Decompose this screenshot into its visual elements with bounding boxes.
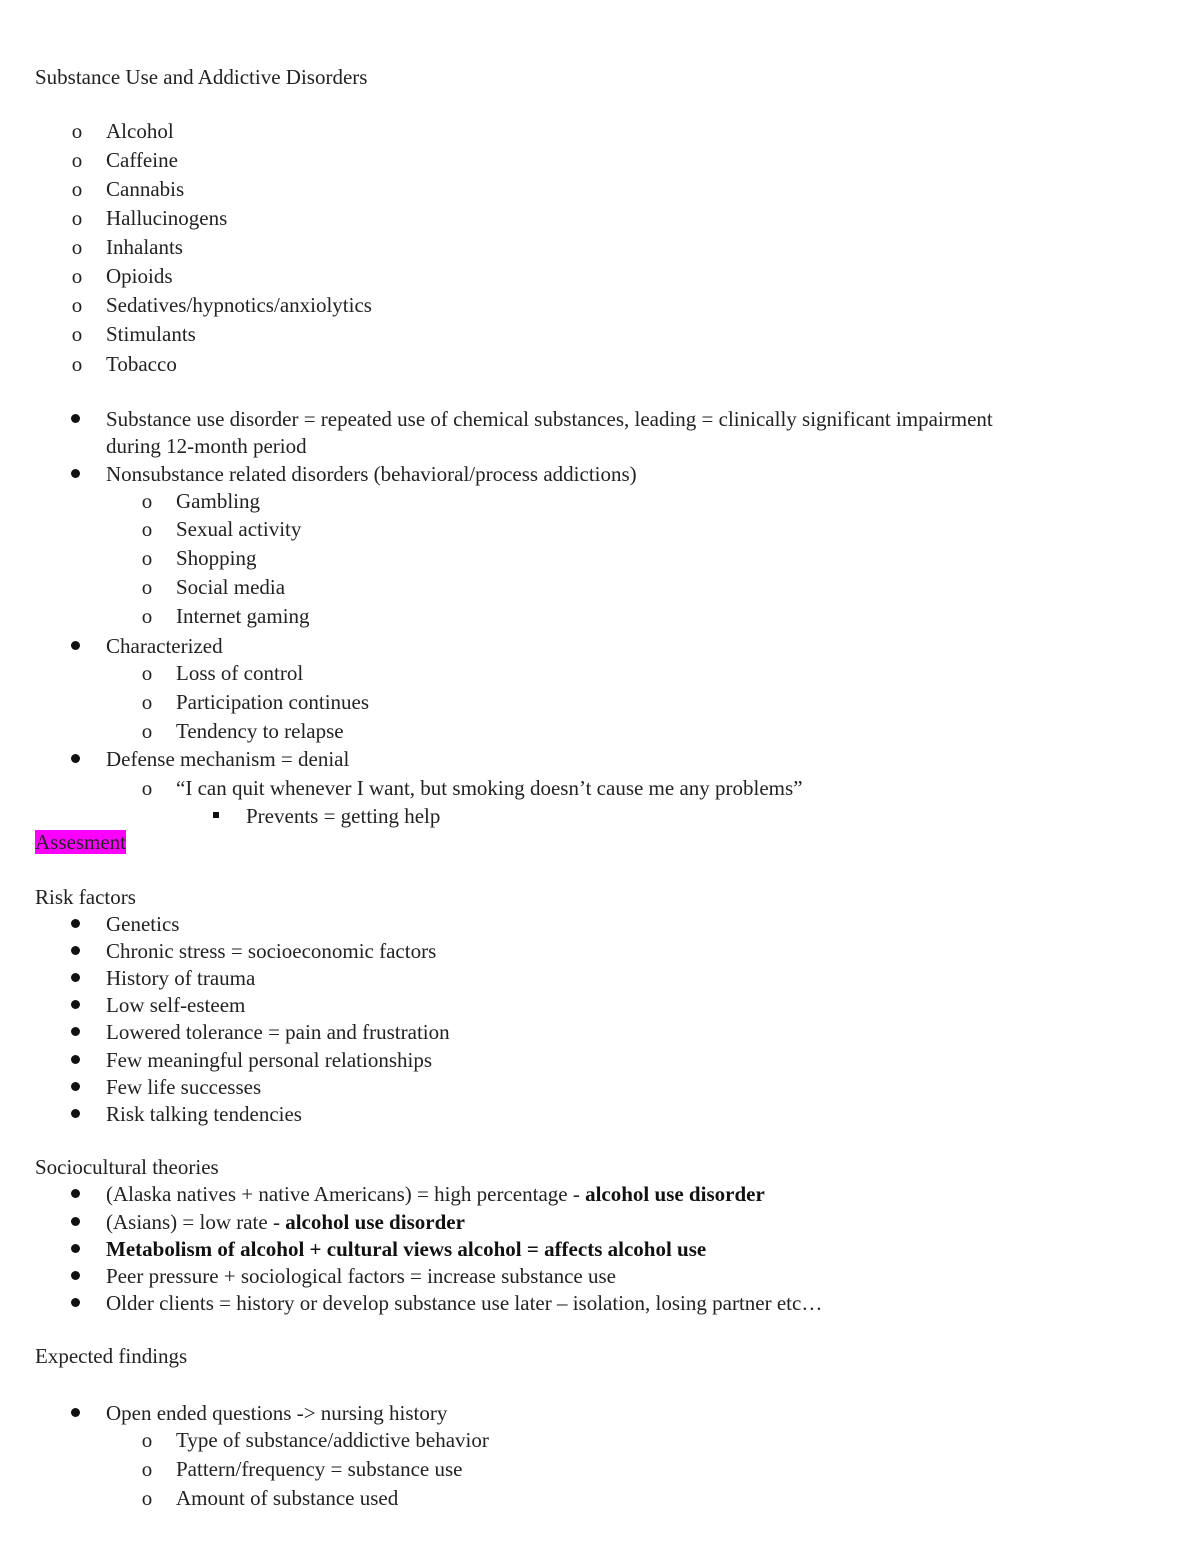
- bullet-icon: [71, 1055, 80, 1064]
- bullet-icon: [71, 414, 80, 423]
- bullet-icon: [71, 641, 80, 650]
- bullet-icon: [71, 1244, 80, 1253]
- socio-item-2-text: (Asians) = low rate -: [106, 1210, 286, 1234]
- socio-item-2: [106, 1210, 465, 1234]
- list-item: Risk talking tendencies: [106, 1102, 302, 1126]
- list-item: Stimulants: [106, 322, 196, 346]
- defense-quote: “I can quit whenever I want, but smoking doesn’t cause me any problems”: [176, 776, 803, 800]
- bullet-icon: [71, 1082, 80, 1091]
- list-item: Lowered tolerance = pain and frustration: [106, 1020, 450, 1044]
- list-item: Loss of control: [176, 661, 304, 685]
- circle-bullet-icon: o: [71, 264, 83, 288]
- characterized-heading: Characterized: [106, 634, 223, 658]
- bullet-icon: [71, 1027, 80, 1036]
- circle-bullet-icon: o: [141, 1428, 153, 1452]
- list-item: Genetics: [106, 912, 180, 936]
- circle-bullet-icon: o: [141, 719, 153, 743]
- bullet-icon: [71, 973, 80, 982]
- circle-bullet-icon: o: [71, 177, 83, 201]
- list-item: Tobacco: [106, 352, 177, 376]
- list-item: Type of substance/addictive behavior: [176, 1428, 489, 1452]
- list-item: Amount of substance used: [176, 1486, 399, 1510]
- list-item: Sedatives/hypnotics/anxiolytics: [106, 293, 372, 317]
- bullet-icon: [71, 1271, 80, 1280]
- list-item: Participation continues: [176, 690, 370, 714]
- circle-bullet-icon: o: [141, 604, 153, 628]
- bullet-icon: [71, 1109, 80, 1118]
- list-item: Sexual activity: [176, 517, 302, 541]
- socio-item-1-bold: alcohol use disorder: [585, 1182, 765, 1206]
- list-item: History of trauma: [106, 966, 256, 990]
- list-item: Tendency to relapse: [176, 719, 344, 743]
- bullet-icon: [71, 1000, 80, 1009]
- bullet-icon: [71, 1408, 80, 1417]
- bullet-icon: [71, 469, 80, 478]
- sud-definition-line1: Substance use disorder = repeated use of chemical substances, leading = clinically significant impairment: [106, 407, 993, 431]
- circle-bullet-icon: o: [71, 322, 83, 346]
- circle-bullet-icon: o: [71, 235, 83, 259]
- list-item: Pattern/frequency = substance use: [176, 1457, 463, 1481]
- document-title: Substance Use and Addictive Disorders: [35, 65, 368, 89]
- circle-bullet-icon: o: [141, 517, 153, 541]
- socio-item-3-bold: Metabolism of alcohol + cultural views alcohol = affects alcohol use: [106, 1237, 707, 1261]
- circle-bullet-icon: o: [141, 546, 153, 570]
- list-item: Caffeine: [106, 148, 178, 172]
- socio-item-3: [106, 1237, 706, 1261]
- list-item: Cannabis: [106, 177, 185, 201]
- list-item: Internet gaming: [176, 604, 310, 628]
- socio-item-1: [106, 1182, 765, 1206]
- circle-bullet-icon: o: [71, 293, 83, 317]
- list-item: Inhalants: [106, 235, 183, 259]
- square-bullet-icon: [213, 812, 219, 818]
- socio-item-5: Older clients = history or develop substance use later – isolation, losing partner etc…: [106, 1291, 823, 1315]
- list-item: Chronic stress = socioeconomic factors: [106, 939, 437, 963]
- socio-item-2-bold: alcohol use disorder: [285, 1210, 465, 1234]
- defense-sub: Prevents = getting help: [246, 804, 441, 828]
- circle-bullet-icon: o: [71, 119, 83, 143]
- list-item: Shopping: [176, 546, 257, 570]
- bullet-icon: [71, 1217, 80, 1226]
- list-item: Few meaningful personal relationships: [106, 1048, 433, 1072]
- bullet-icon: [71, 754, 80, 763]
- socio-item-4: Peer pressure + sociological factors = increase substance use: [106, 1264, 616, 1288]
- bullet-icon: [71, 1298, 80, 1307]
- list-item: Alcohol: [106, 119, 174, 143]
- defense-heading: Defense mechanism = denial: [106, 747, 350, 771]
- socio-item-1-text: (Alaska natives + native Americans) = high percentage -: [106, 1182, 586, 1206]
- list-item: Opioids: [106, 264, 173, 288]
- expected-heading: Expected findings: [35, 1344, 188, 1368]
- nonsubstance-heading: Nonsubstance related disorders (behavioral/process addictions): [106, 462, 637, 486]
- bullet-icon: [71, 946, 80, 955]
- list-item: Social media: [176, 575, 286, 599]
- circle-bullet-icon: o: [141, 690, 153, 714]
- sud-definition-line2: during 12-month period: [106, 434, 307, 458]
- assessment-highlight: Assesment: [35, 830, 126, 854]
- list-item: Gambling: [176, 489, 260, 513]
- circle-bullet-icon: o: [141, 575, 153, 599]
- socio-heading: Sociocultural theories: [35, 1155, 219, 1179]
- list-item: Hallucinogens: [106, 206, 228, 230]
- circle-bullet-icon: o: [141, 661, 153, 685]
- circle-bullet-icon: o: [141, 489, 153, 513]
- circle-bullet-icon: o: [71, 148, 83, 172]
- assessment-heading: [35, 830, 126, 854]
- list-item: Low self-esteem: [106, 993, 246, 1017]
- circle-bullet-icon: o: [141, 776, 153, 800]
- expected-item: Open ended questions -> nursing history: [106, 1401, 448, 1425]
- bullet-icon: [71, 1189, 80, 1198]
- circle-bullet-icon: o: [141, 1457, 153, 1481]
- list-item: Few life successes: [106, 1075, 262, 1099]
- bullet-icon: [71, 919, 80, 928]
- risk-heading: Risk factors: [35, 885, 136, 909]
- circle-bullet-icon: o: [71, 206, 83, 230]
- circle-bullet-icon: o: [71, 352, 83, 376]
- circle-bullet-icon: o: [141, 1486, 153, 1510]
